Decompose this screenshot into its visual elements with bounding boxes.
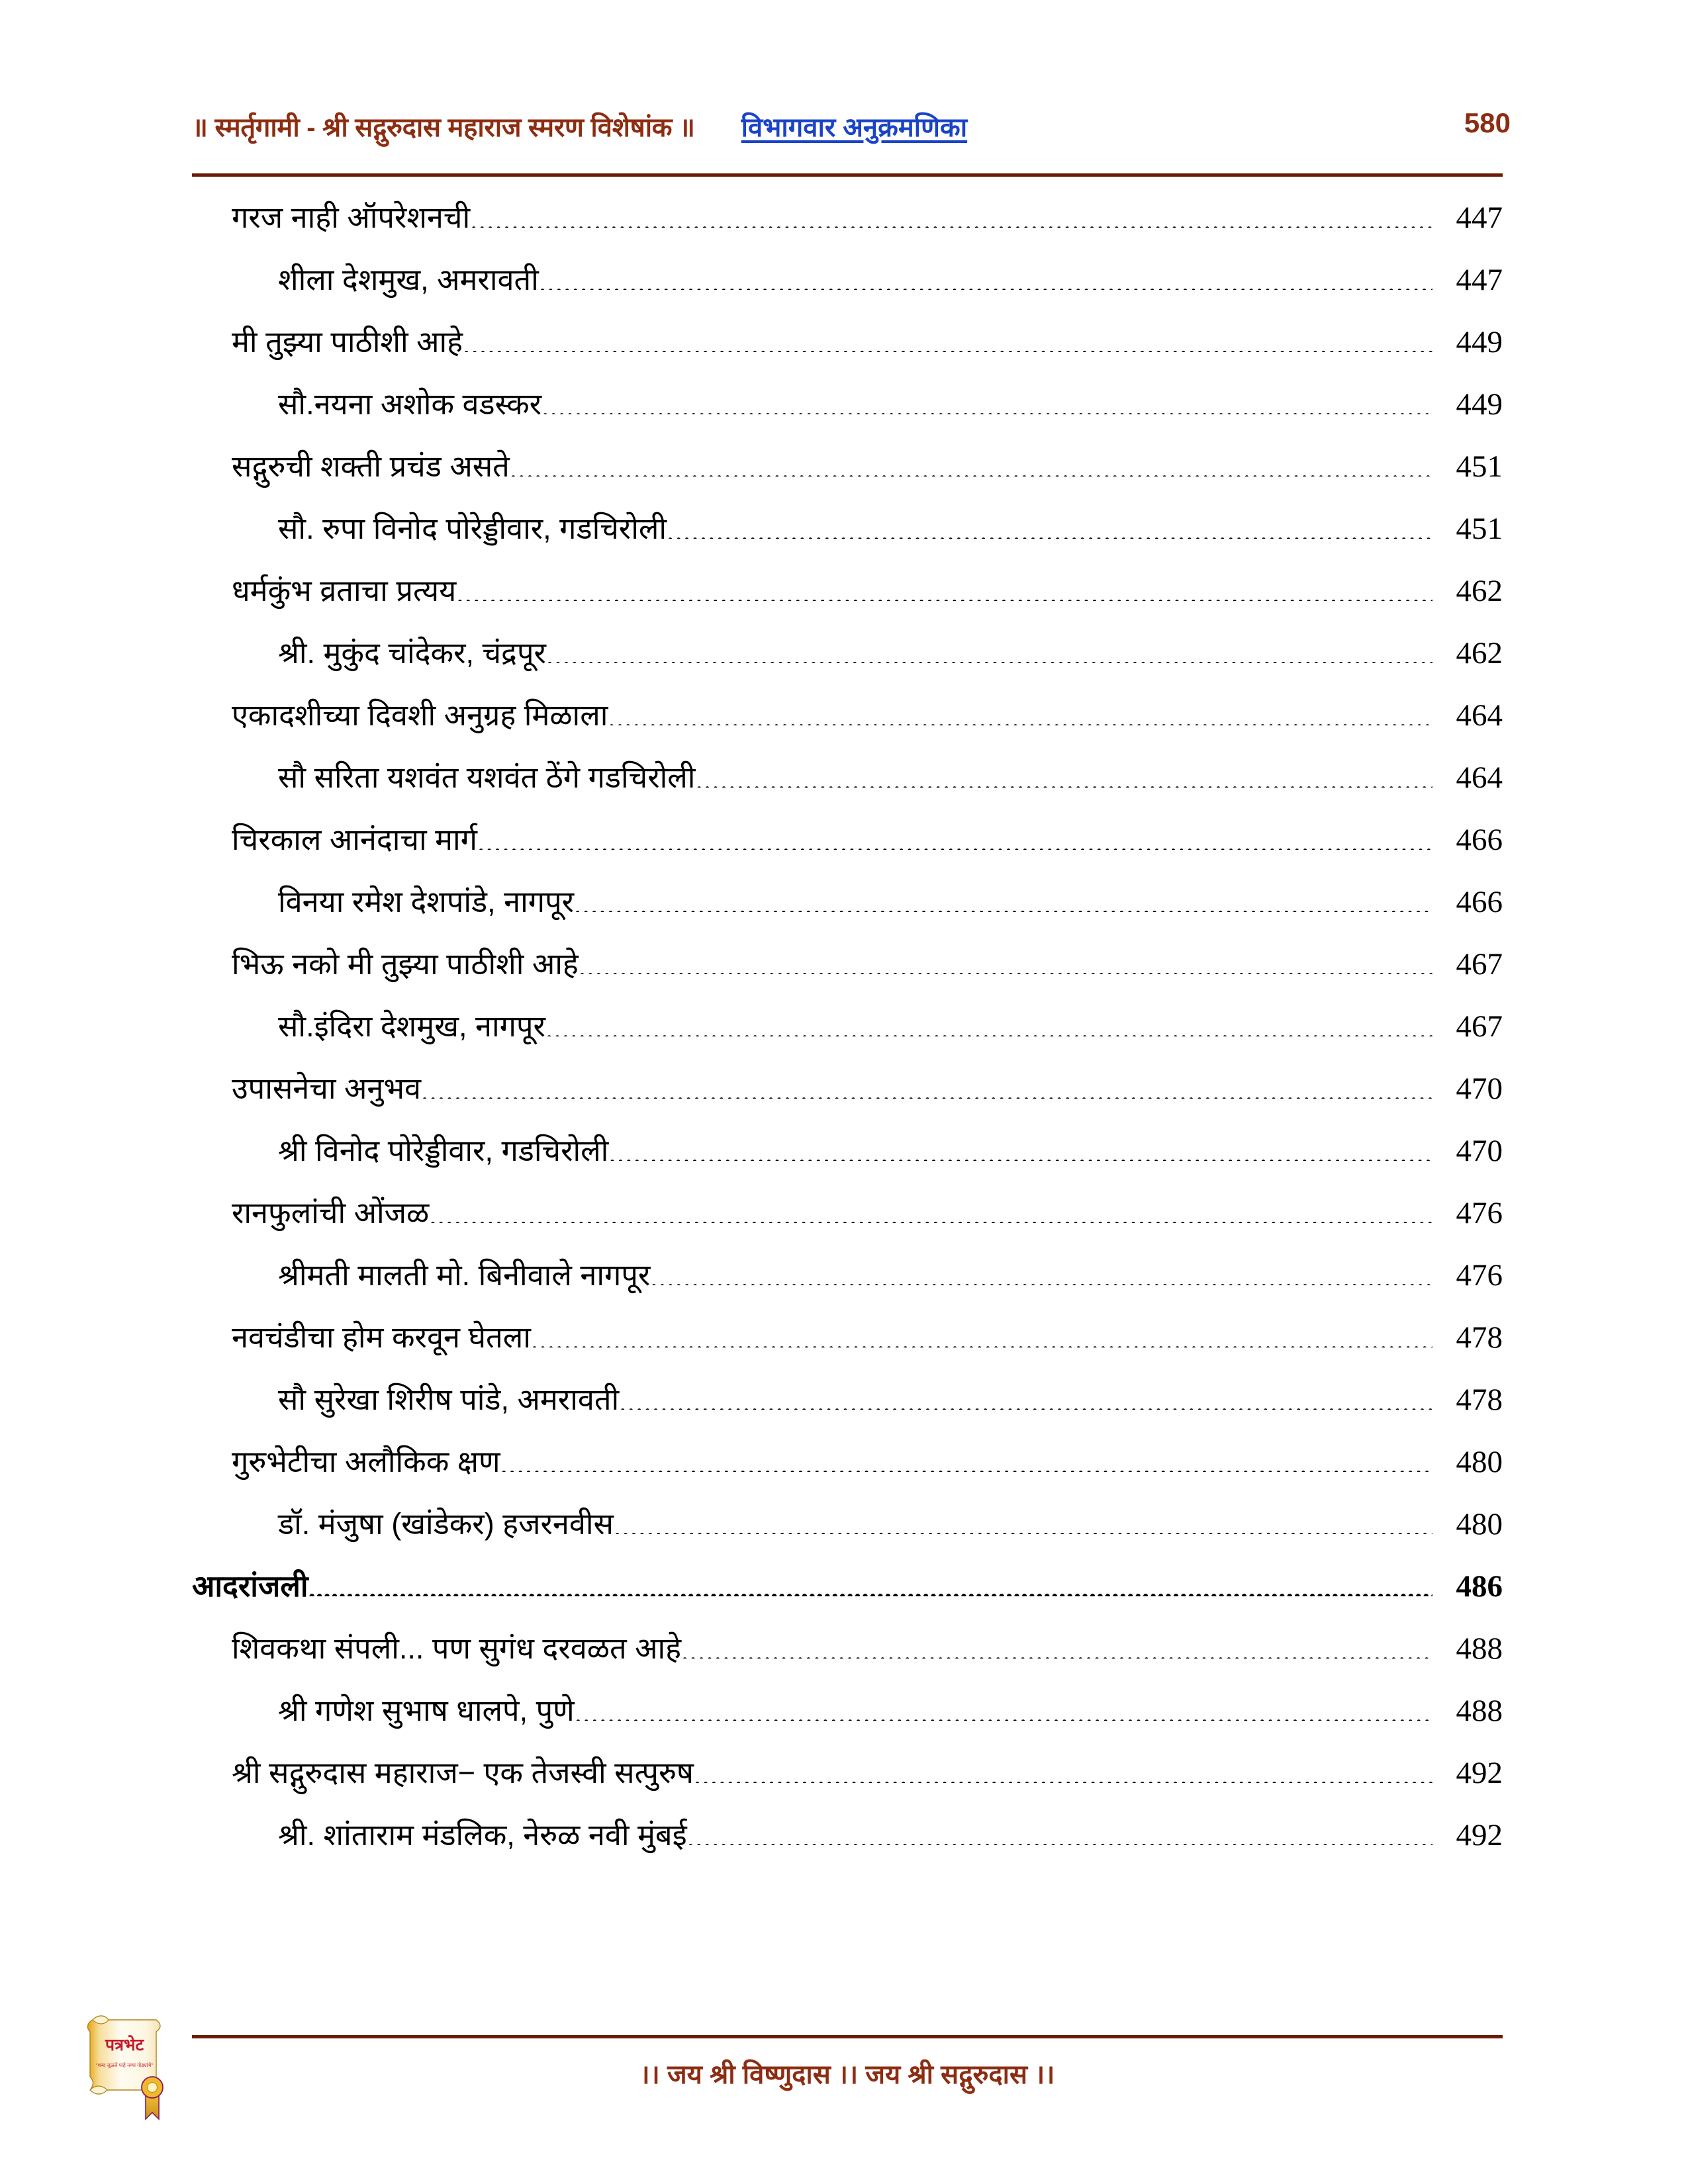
toc-entry-row [192,945,1503,1007]
toc-title-label: मी तुझ्या पाठीशी आहे [232,325,463,359]
toc-dot-leader [470,199,1432,228]
toc-entry-row [192,696,1503,758]
toc-page-number: 478 [1456,1320,1503,1355]
footer-text: ।। जय श्री विष्णुदास ।। जय श्री सद्गुरुदास ।। [639,2060,1055,2089]
header-page-number: 580 [1464,107,1511,138]
toc-page-number: 488 [1456,1631,1503,1666]
toc-entry-row [192,510,1503,572]
toc-dot-leader [575,1692,1432,1721]
toc-title-label: शिवकथा संपली... पण सुगंध दरवळत आहे [232,1631,681,1665]
toc-entry-row [192,1816,1503,1878]
toc-author-label: श्री गणेश सुभाष धालपे, पुणे [278,1694,575,1727]
toc-page-number: 466 [1456,885,1503,919]
toc-entry-row [192,883,1503,945]
toc-entry-row [192,1381,1503,1443]
toc-page-number: 467 [1456,1009,1503,1044]
toc-section-row [192,1567,1503,1629]
toc-dot-leader [681,1629,1432,1659]
header-title: ॥ स्मर्तृगामी - श्री सद्गुरुदास महाराज स्मरण विशेषांक ॥ [192,113,695,142]
toc-entry-row [192,1318,1503,1381]
toc-entry-row [192,1505,1503,1567]
toc-page-number: 470 [1456,1071,1503,1106]
logo-tagline-text: "शब्द जुळले पाहे नव्या गोठ्यांचे" [95,2062,154,2068]
toc-page-number: 486 [1456,1569,1503,1604]
toc-author-label: श्रीमती मालती मो. बिनीवाले नागपूर [278,1258,651,1292]
toc-title-label: एकादशीच्या दिवशी अनुग्रह मिळाला [232,698,608,732]
toc-page-number: 492 [1456,1756,1503,1790]
toc-dot-leader [695,758,1432,788]
toc-entry-row [192,199,1503,261]
toc-page-number: 462 [1456,636,1503,670]
toc-page-number: 480 [1456,1507,1503,1541]
toc-entry-row [192,1132,1503,1194]
toc-title-label: आदरांजली [192,1569,308,1603]
toc-page-number: 492 [1456,1818,1503,1852]
header-section-label: विभागवार अनुक्रमणिका [741,113,968,142]
toc-entry-row [192,1256,1503,1318]
toc-author-label: श्री. शांताराम मंडलिक, नेरुळ नवी मुंबई [278,1818,687,1852]
toc-page-number: 464 [1456,698,1503,733]
toc-entry-row [192,1007,1503,1069]
toc-entry-row [192,385,1503,447]
toc-page-number: 449 [1456,387,1503,422]
toc-entry-row [192,1754,1503,1816]
patrabhet-scroll-logo [78,2005,177,2128]
toc-entry-row [192,821,1503,883]
toc-dot-leader [308,1567,1432,1596]
toc-page-number: 470 [1456,1134,1503,1168]
toc-page-number: 488 [1456,1694,1503,1728]
toc-entry-row [192,1443,1503,1505]
toc-entry-row [192,323,1503,385]
toc-entry-row [192,1194,1503,1256]
toc-page-number: 476 [1456,1196,1503,1230]
toc-dot-leader [456,572,1432,601]
toc-page-number: 447 [1456,201,1503,235]
toc-dot-leader [539,261,1432,290]
toc-author-label: डॉ. मंजुषा (खांडेकर) हजरनवीस [278,1507,614,1541]
toc-dot-leader [694,1754,1432,1783]
toc-page-number: 451 [1456,512,1503,546]
toc-page-number: 464 [1456,760,1503,795]
toc-entry-row [192,1629,1503,1692]
page-header [192,99,1511,152]
logo-name-text: पत्रभेट [105,2036,144,2054]
header-divider [192,173,1503,177]
toc-title-label: श्री सद्गुरुदास महाराज− एक तेजस्वी सत्पुरुष [232,1756,694,1790]
toc-page-number: 480 [1456,1445,1503,1479]
toc-title-label: नवचंडीचा होम करवून घेतला [232,1320,531,1354]
table-of-contents [192,199,1503,1878]
toc-page-number: 451 [1456,449,1503,484]
ribbon-rosette-center [148,2083,158,2093]
toc-dot-leader [619,1381,1432,1410]
toc-author-label: सौ.इंदिरा देशमुख, नागपूर [278,1009,545,1043]
toc-title-label: गरज नाही ऑपरेशनची [232,201,471,234]
toc-page-number: 478 [1456,1383,1503,1417]
toc-dot-leader [541,385,1432,414]
toc-author-label: सौ.नयना अशोक वडस्कर [278,387,542,421]
toc-entry-row [192,572,1503,634]
toc-page-number: 449 [1456,325,1503,359]
toc-dot-leader [463,323,1432,352]
toc-page-number: 467 [1456,947,1503,981]
toc-dot-leader [687,1816,1432,1845]
toc-dot-leader [545,1007,1432,1036]
toc-entry-row [192,758,1503,821]
toc-author-label: विनया रमेश देशपांडे, नागपूर [278,885,575,919]
toc-dot-leader [546,634,1432,663]
toc-title-label: धर्मकुंभ व्रताचा प्रत्यय [232,574,457,608]
toc-page-number: 476 [1456,1258,1503,1293]
toc-author-label: शीला देशमुख, अमरावती [278,263,539,296]
toc-title-label: रानफुलांची ओंजळ [232,1196,430,1230]
toc-page-number: 466 [1456,823,1503,857]
toc-dot-leader [510,447,1432,477]
toc-author-label: श्री विनोद पोरेड्डीवार, गडचिरोली [278,1134,609,1167]
toc-entry-row [192,447,1503,510]
toc-dot-leader [608,696,1432,725]
toc-author-label: सौ सुरेखा शिरीष पांडे, अमरावती [278,1383,620,1416]
toc-entry-row [192,261,1503,323]
toc-dot-leader [429,1194,1432,1223]
toc-entry-row [192,634,1503,696]
toc-dot-leader [614,1505,1432,1534]
toc-page-number: 447 [1456,263,1503,297]
toc-dot-leader [667,510,1432,539]
toc-title-label: सद्गुरुची शक्ती प्रचंड असते [232,449,510,483]
toc-author-label: श्री. मुकुंद चांदेकर, चंद्रपूर [278,636,546,670]
toc-page-number: 462 [1456,574,1503,608]
footer-divider [192,2035,1503,2038]
toc-entry-row [192,1692,1503,1754]
toc-dot-leader [500,1443,1432,1472]
toc-title-label: भिऊ नको मी तुझ्या पाठीशी आहे [232,947,579,981]
toc-author-label: सौ सरिता यशवंत यशवंत ठेंगे गडचिरोली [278,760,696,794]
toc-author-label: सौ. रुपा विनोद पोरेड्डीवार, गडचिरोली [278,512,667,545]
toc-title-label: उपासनेचा अनुभव [232,1071,422,1105]
toc-title-label: गुरुभेटीचा अलौकिक क्षण [232,1445,500,1479]
toc-dot-leader [608,1132,1432,1161]
toc-dot-leader [477,821,1432,850]
toc-title-label: चिरकाल आनंदाचा मार्ग [232,823,478,856]
toc-dot-leader [421,1069,1432,1099]
toc-dot-leader [531,1318,1432,1347]
toc-dot-leader [579,945,1432,974]
toc-entry-row [192,1069,1503,1132]
toc-dot-leader [650,1256,1432,1285]
toc-dot-leader [574,883,1432,912]
